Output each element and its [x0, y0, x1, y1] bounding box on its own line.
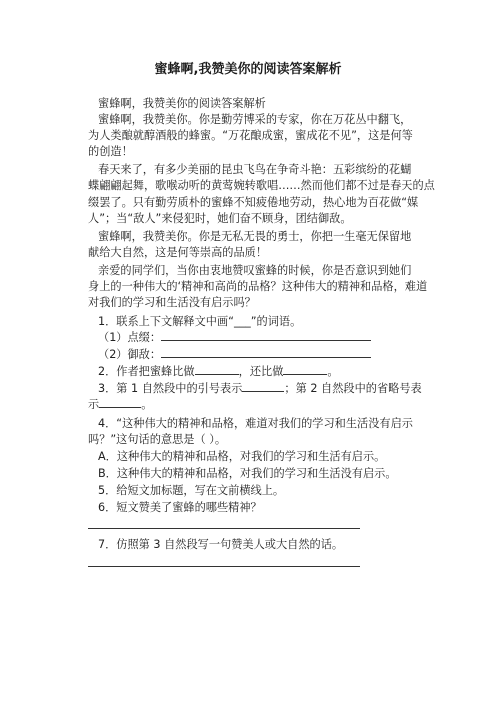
answer-blank — [283, 364, 327, 375]
question-text: 3．第 1 自然段中的引号表示 — [98, 382, 243, 395]
question-line — [98, 347, 371, 363]
paragraph-line: 蜜蜂啊，我赞美你。你是勤劳博采的专家，你在万花丛中翻飞， — [98, 113, 412, 126]
question-text: 。 — [327, 365, 339, 378]
option-line: B．这种伟大的精神和品格，对我们的学习和生活没有启示。 — [98, 467, 397, 480]
paragraph-line: 对我们的学习和生活没有启示吗？ — [88, 296, 256, 309]
page-title: 蜜蜂啊,我赞美你的阅读答案解析 — [154, 62, 342, 77]
question-text: （2）御敌： — [98, 348, 162, 361]
answer-blank — [161, 347, 371, 358]
question-text: 。 — [141, 398, 153, 411]
question-line — [98, 330, 371, 346]
paragraph-line: 人”；当“敌人”来侵犯时，她们奋不顾身，团结御敌。 — [88, 212, 352, 225]
paragraph-line: 的创造！ — [88, 145, 133, 158]
question-text: ，还比做 — [238, 365, 284, 378]
answer-blank — [195, 364, 239, 375]
answer-blank — [99, 397, 141, 408]
question-line: 吗？”这句话的意思是（ ）。 — [88, 433, 227, 446]
question-line: 5．给短文加标题，写在文前横线上。 — [98, 484, 285, 497]
question-line — [98, 381, 422, 397]
paragraph-line: 春天来了，有多少美丽的昆虫飞鸟在争奇斗艳：五彩缤纷的花蝴 — [98, 163, 412, 176]
question-line — [98, 364, 339, 380]
paragraph-line: 为人类酿就醇酒般的蜂蜜。“万花酿成蜜，蜜成花不见”，这是何等 — [88, 129, 413, 142]
question-text: 示 — [88, 398, 100, 411]
paragraph-line: 蜜蜂啊，我赞美你。你是无私无畏的勇士，你把一生毫无保留地 — [98, 230, 412, 243]
question-text: （1）点缀： — [98, 331, 162, 344]
question-text: 2．作者把蜜蜂比做 — [98, 365, 195, 378]
question-line: 6．短文赞美了蜜蜂的哪些精神？ — [98, 501, 262, 514]
answer-blank — [242, 381, 284, 392]
option-line: A．这种伟大的精神和品格，对我们的学习和生活有启示。 — [98, 450, 386, 463]
question-line: 1．联系上下文解释文中画“___”的词语。 — [98, 315, 302, 328]
answer-line — [88, 566, 360, 567]
paragraph-line: 身上的一种伟大的‘精神和高尚的品格？这种伟大的精神和品格，难道 — [88, 280, 428, 293]
answer-line — [88, 528, 360, 529]
question-line: 7．仿照第 3 自然段写一句赞美人或大自然的话。 — [98, 538, 344, 551]
paragraph-line: 缀罢了。只有勤劳质朴的蜜蜂不知疲倦地劳动，热心地为百花做“媒 — [88, 196, 419, 209]
question-text: ；第 2 自然段中的省略号表 — [284, 382, 422, 395]
question-line: 4．“这种伟大的精神和品格，难道对我们的学习和生活没有启示 — [98, 417, 413, 430]
paragraph-line: 献给大自然，这是何等崇高的品质！ — [88, 246, 268, 259]
paragraph-line: 亲爱的同学们，当你由衷地赞叹蜜蜂的时候，你是否意识到她们 — [98, 264, 412, 277]
paragraph-line: 蝶翩翩起舞，歌喉动听的黄莺婉转歌唱……然而他们都不过是春天的点 — [88, 179, 435, 192]
answer-blank — [161, 330, 371, 341]
subtitle-line: 蜜蜂啊，我赞美你的阅读答案解析 — [98, 97, 266, 110]
question-line — [88, 397, 152, 413]
